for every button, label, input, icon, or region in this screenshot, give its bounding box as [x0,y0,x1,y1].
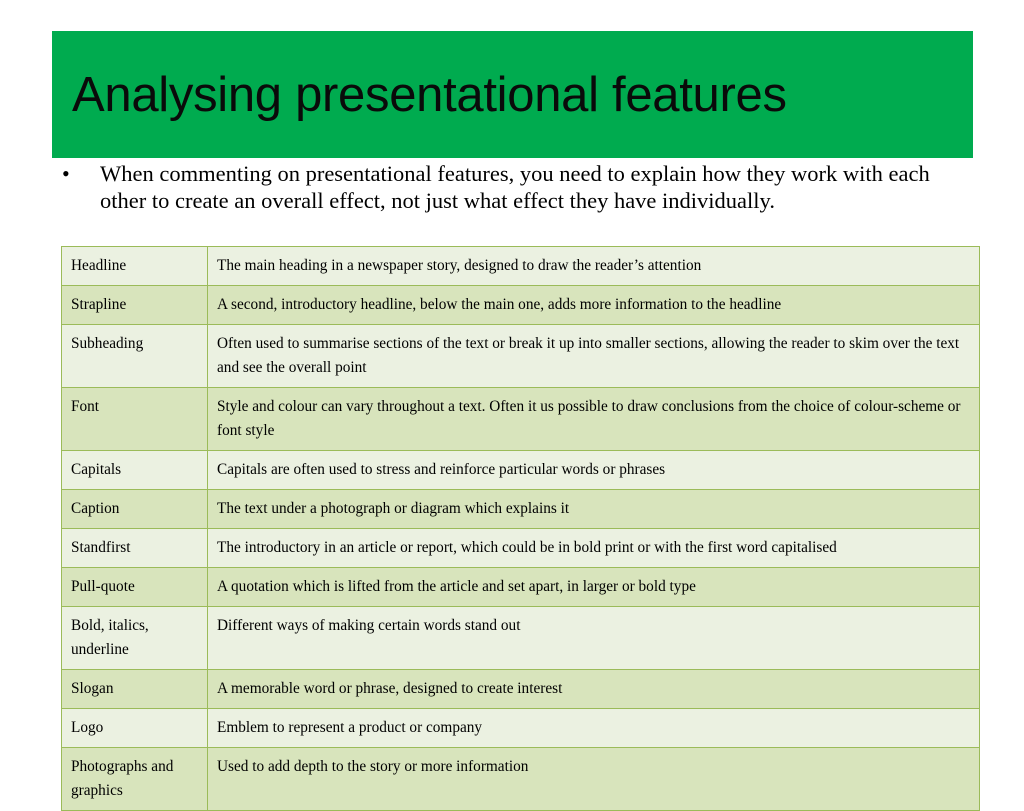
term-cell: Font [62,388,208,451]
table-row [62,607,980,670]
definition-cell: Capitals are often used to stress and reinforce particular words or phrases [208,451,980,490]
definition-cell: Used to add depth to the story or more information [208,748,980,811]
table-row [62,451,980,490]
term-cell: Slogan [62,670,208,709]
term-cell: Standfirst [62,529,208,568]
definition-cell: A quotation which is lifted from the article and set apart, in larger or bold type [208,568,980,607]
table-row [62,388,980,451]
features-table-body [62,247,980,811]
table-row [62,286,980,325]
definition-cell: The text under a photograph or diagram which explains it [208,490,980,529]
bullet-icon: • [62,161,70,186]
term-cell: Logo [62,709,208,748]
table-row [62,529,980,568]
table-row [62,568,980,607]
slide-title: Analysing presentational features [72,68,787,122]
definition-cell: The main heading in a newspaper story, designed to draw the reader’s attention [208,247,980,286]
definition-cell: Style and colour can vary throughout a text. Often it us possible to draw conclusions from the choice of colour-scheme or font style [208,388,980,451]
table-row [62,247,980,286]
bullet-text: When commenting on presentational features, you need to explain how they work with each other to create an overall effect, not just what effect they have individually. [100,161,930,213]
term-cell: Pull-quote [62,568,208,607]
term-cell: Subheading [62,325,208,388]
definition-cell: The introductory in an article or report, which could be in bold print or with the first word capitalised [208,529,980,568]
term-cell: Strapline [62,286,208,325]
table-row [62,748,980,811]
title-banner [52,31,973,158]
table-row [62,325,980,388]
term-cell: Bold, italics, underline [62,607,208,670]
term-cell: Caption [62,490,208,529]
features-table [61,246,980,811]
definition-cell: Emblem to represent a product or company [208,709,980,748]
table-row [62,709,980,748]
term-cell: Photographs and graphics [62,748,208,811]
definition-cell: A memorable word or phrase, designed to create interest [208,670,980,709]
table-row [62,490,980,529]
table-row [62,670,980,709]
definition-cell: Often used to summarise sections of the text or break it up into smaller sections, allowing the reader to skim over the text and see the overall point [208,325,980,388]
definition-cell: A second, introductory headline, below the main one, adds more information to the headline [208,286,980,325]
definition-cell: Different ways of making certain words stand out [208,607,980,670]
term-cell: Headline [62,247,208,286]
term-cell: Capitals [62,451,208,490]
